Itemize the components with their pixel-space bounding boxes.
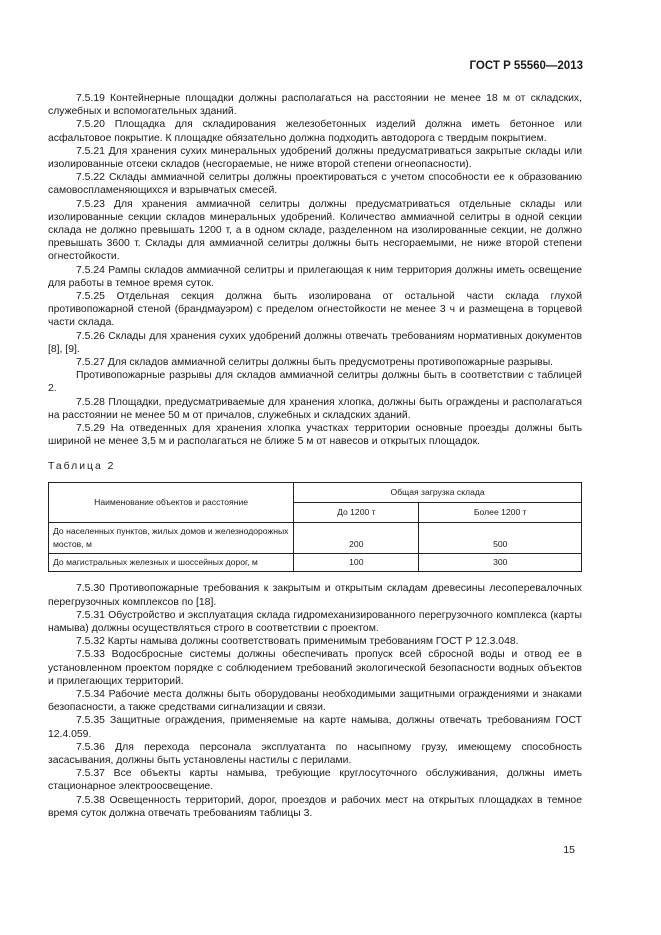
paragraphs-top [48, 92, 582, 448]
table-cell-name: До населенных пунктов, жилых домов и железнодорожных мостов, м [49, 522, 294, 553]
paragraph: 7.5.32 Карты намыва должны соответствовать применимым требованиям ГОСТ Р 12.3.048. [76, 636, 519, 648]
paragraph: 7.5.37 Все объекты карты намыва, требующие круглосуточного обслуживания, должны иметь стационарное электроосвещение. [48, 768, 582, 793]
paragraph: 7.5.36 Для перехода персонала эксплуатанта по насыпному грузу, имеющему способность засасывания, должны быть установлены настилы с перилами. [48, 741, 582, 766]
paragraph: 7.5.30 Противопожарные требования к закрытым и открытым складам древесины лесоперевалочных перегрузочных комплексов по [18]. [48, 583, 582, 608]
table-cell-name: До магистральных железных и шоссейных дорог, м [49, 554, 294, 572]
table-cell-value: 200 [294, 522, 419, 553]
column-header-over-1200: Более 1200 т [419, 502, 582, 522]
table-row [49, 554, 582, 572]
paragraph: 7.5.24 Рампы складов аммиачной селитры и прилегающая к ним территория должны иметь освещение для работы в темное время суток. [48, 264, 582, 289]
paragraph: 7.5.35 Защитные ограждения, применяемые на карте намыва, должны отвечать требованиям ГОСТ 12.4.059. [48, 715, 582, 740]
column-header-objects: Наименование объектов и расстояние [49, 482, 294, 522]
table-cell-value: 100 [294, 554, 419, 572]
paragraph: 7.5.21 Для хранения сухих минеральных удобрений должны предусматриваться закрытые склады или изолированные отсеки складов (несгораемые, не ниже второй степени огнеопасности). [48, 145, 582, 171]
paragraph: 7.5.20 Площадка для складирования железобетонных изделий должна иметь бетонное или асфальтовое покрытие. К площадке обязательно должна подходить автодорога с твердым покрытием. [48, 119, 582, 144]
paragraph: 7.5.19 Контейнерные площадки должны располагаться на расстоянии не менее 18 м от складских, служебных и вспомогательных зданий. [48, 93, 582, 118]
table-cell-value: 300 [419, 554, 582, 572]
paragraph: 7.5.22 Склады аммиачной селитры должны проектироваться с учетом способности ее к образованию самовоспламеняющихся и взрывчатых смесей. [48, 172, 582, 197]
paragraph: 7.5.27 Для складов аммиачной селитры должны быть предусмотрены противопожарные разрывы. [76, 357, 554, 369]
page-number: 15 [563, 844, 575, 856]
paragraph: 7.5.33 Водосбросные системы должны обеспечивать пропуск всей сбросной воды и отвод ее в установленном проектом порядке с соблюдением требований экологической безопасности водных объектов и прилегающих территорий. [48, 649, 582, 687]
distances-table [48, 482, 582, 573]
paragraph: Противопожарные разрывы для складов аммиачной селитры должны быть в соответствии с таблицей 2. [48, 370, 582, 395]
document-body [48, 92, 582, 820]
column-header-up-to-1200: До 1200 т [294, 502, 419, 522]
paragraph: 7.5.26 Склады для хранения сухих удобрений должны отвечать требованиям нормативных документов [8], [9]. [48, 330, 582, 355]
table-row [49, 522, 582, 553]
table-cell-value: 500 [419, 522, 582, 553]
paragraph: 7.5.25 Отдельная секция должна быть изолирована от остальной части склада глухой противопожарной стеной (брандмауэром) с пределом огнестойкости не менее 3 ч и размещена в торцевой части склада. [48, 291, 582, 329]
paragraph: 7.5.38 Освещенность территорий, дорог, проездов и рабочих мест на открытых площадках в темное время суток должна отвечать требованиям таблицы 3. [48, 794, 582, 819]
paragraph: 7.5.34 Рабочие места должны быть оборудованы необходимыми защитными ограждениями и знаками безопасности, а также средствами сигнализации и связи. [48, 688, 582, 714]
document-header: ГОСТ Р 55560—2013 [469, 60, 583, 72]
paragraph: 7.5.29 На отведенных для хранения хлопка участках территории основные проезды должны быть шириной не менее 3,5 м и располагаться не ближе 5 м от навесов и открытых площадок. [48, 423, 582, 448]
paragraph: 7.5.23 Для хранения аммиачной селитры должны предусматриваться отдельные склады или изолированные секции складов минеральных удобрений. Количество аммиачной селитры в одной секции склада не должно превышать 1200 т, а в одном складе, разделенном на изолированные секции, не должно превышать 3600 т. Склады для аммиачной селитры должны быть несгораемыми, не ниже второй степени огнестойкости. [48, 198, 582, 263]
column-header-group: Общая загрузка склада [294, 482, 582, 502]
table-caption: Таблица 2 [48, 461, 116, 473]
paragraph: 7.5.31 Обустройство и эксплуатация склада гидромеханизированного перегрузочного комплекса (карты намыва) должны осуществляться строго в соответствии с проектом. [48, 609, 582, 634]
paragraphs-bottom [48, 582, 582, 820]
paragraph: 7.5.28 Площадки, предусматриваемые для хранения хлопка, должны быть ограждены и располагаться на расстоянии не менее 50 м от причалов, служебных и складских зданий. [48, 396, 582, 421]
